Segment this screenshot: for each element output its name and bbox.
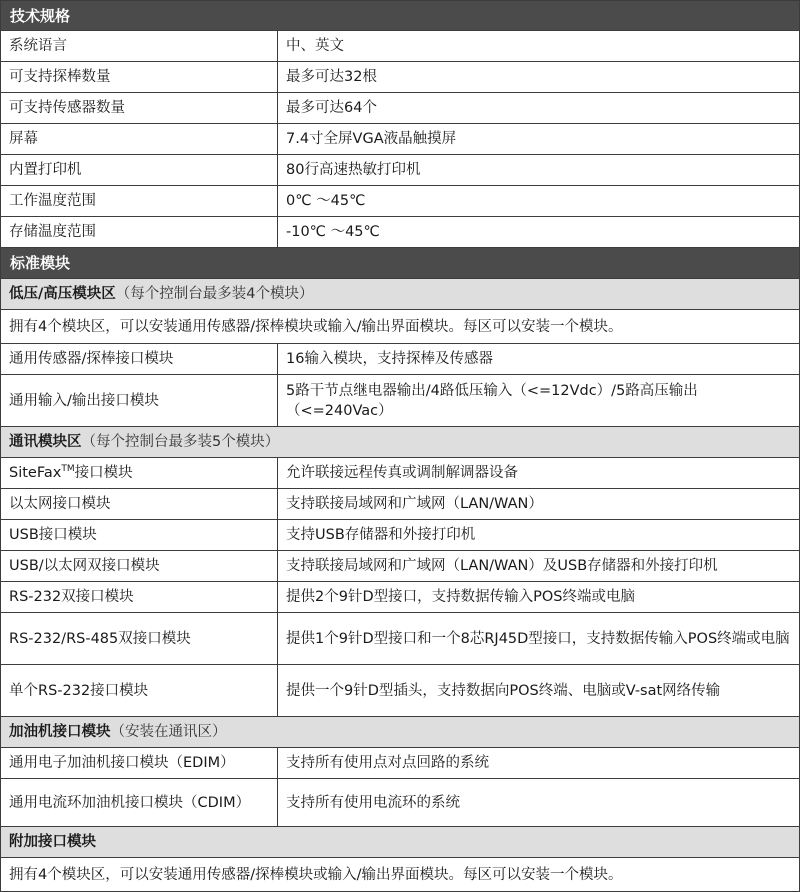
row-label: 可支持探棒数量 <box>1 62 278 93</box>
table-row <box>1 155 800 186</box>
table-row <box>1 748 800 779</box>
row-value: 支持USB存储器和外接打印机 <box>278 520 800 551</box>
table-row <box>1 124 800 155</box>
table-row <box>1 217 800 248</box>
row-value: 支持所有使用点对点回路的系统 <box>278 748 800 779</box>
row-label: 内置打印机 <box>1 155 278 186</box>
table-row <box>1 458 800 489</box>
row-label: USB接口模块 <box>1 520 278 551</box>
sitefax-label: SiteFax <box>9 465 62 481</box>
row-value: 7.4寸全屏VGA液晶触摸屏 <box>278 124 800 155</box>
row-label: 通用传感器/探棒接口模块 <box>1 344 278 375</box>
row-value: 支持联接局域网和广域网（LAN/WAN） <box>278 489 800 520</box>
section-title-standard: 标准模块 <box>1 248 800 279</box>
row-value: 提供2个9针D型接口，支持数据传输入POS终端或电脑 <box>278 582 800 613</box>
table-row <box>1 344 800 375</box>
table-row <box>1 582 800 613</box>
table-row <box>1 375 800 427</box>
row-value: 中、英文 <box>278 31 800 62</box>
row-label <box>1 458 278 489</box>
section-header-tech <box>1 1 800 31</box>
row-label: RS-232/RS-485双接口模块 <box>1 613 278 665</box>
description-row <box>1 858 800 892</box>
subsection-title: 附加接口模块 <box>9 834 96 850</box>
row-label: 通用电子加油机接口模块（EDIM） <box>1 748 278 779</box>
row-value: 最多可达64个 <box>278 93 800 124</box>
description-row <box>1 310 800 344</box>
row-label: 以太网接口模块 <box>1 489 278 520</box>
table-row <box>1 551 800 582</box>
row-label: 屏幕 <box>1 124 278 155</box>
row-label: 通用输入/输出接口模块 <box>1 375 278 427</box>
subsection-header-comm <box>1 427 800 458</box>
row-value: 0℃ ～45℃ <box>278 186 800 217</box>
table-row <box>1 62 800 93</box>
row-value: 提供1个9针D型接口和一个8芯RJ45D型接口，支持数据传输入POS终端或电脑 <box>278 613 800 665</box>
row-value: -10℃ ～45℃ <box>278 217 800 248</box>
row-value: 80行高速热敏打印机 <box>278 155 800 186</box>
subsection-note: （每个控制台最多装4个模块） <box>115 286 314 302</box>
description-text: 拥有4个模块区，可以安装通用传感器/探棒模块或输入/输出界面模块。每区可以安装一个模块。 <box>1 310 800 344</box>
subsection-note: （安装在通讯区） <box>110 724 227 740</box>
table-row <box>1 779 800 827</box>
table-row <box>1 613 800 665</box>
sitefax-label-suffix: 接口模块 <box>74 465 133 481</box>
row-label: 存储温度范围 <box>1 217 278 248</box>
subsection-header-addon <box>1 827 800 858</box>
subsection-title: 加油机接口模块 <box>9 724 111 740</box>
table-row <box>1 93 800 124</box>
trademark-mark: TM <box>61 464 75 475</box>
row-label: 系统语言 <box>1 31 278 62</box>
section-title-tech: 技术规格 <box>1 1 800 31</box>
row-value: 5路干节点继电器输出/4路低压输入（<=12Vdc）/5路高压输出（<=240Vac） <box>278 375 800 427</box>
table-row <box>1 31 800 62</box>
row-label: 可支持传感器数量 <box>1 93 278 124</box>
table-row <box>1 520 800 551</box>
subsection-header-low-high <box>1 279 800 310</box>
row-value: 允许联接远程传真或调制解调器设备 <box>278 458 800 489</box>
row-label: RS-232双接口模块 <box>1 582 278 613</box>
row-value: 16输入模块，支持探棒及传感器 <box>278 344 800 375</box>
row-label: USB/以太网双接口模块 <box>1 551 278 582</box>
row-label: 单个RS-232接口模块 <box>1 665 278 717</box>
subsection-title: 低压/高压模块区 <box>9 286 116 302</box>
row-value: 支持联接局域网和广域网（LAN/WAN）及USB存储器和外接打印机 <box>278 551 800 582</box>
row-label: 通用电流环加油机接口模块（CDIM） <box>1 779 278 827</box>
subsection-note: （每个控制台最多装5个模块） <box>81 434 280 450</box>
table-row <box>1 186 800 217</box>
description-text: 拥有4个模块区，可以安装通用传感器/探棒模块或输入/输出界面模块。每区可以安装一个模块。 <box>1 858 800 892</box>
table-row <box>1 489 800 520</box>
subsection-header-dispenser <box>1 717 800 748</box>
subsection-title: 通讯模块区 <box>9 434 82 450</box>
table-row <box>1 665 800 717</box>
row-label: 工作温度范围 <box>1 186 278 217</box>
section-header-standard <box>1 248 800 279</box>
row-value: 支持所有使用电流环的系统 <box>278 779 800 827</box>
row-value: 最多可达32根 <box>278 62 800 93</box>
row-value: 提供一个9针D型插头，支持数据向POS终端、电脑或V-sat网络传输 <box>278 665 800 717</box>
